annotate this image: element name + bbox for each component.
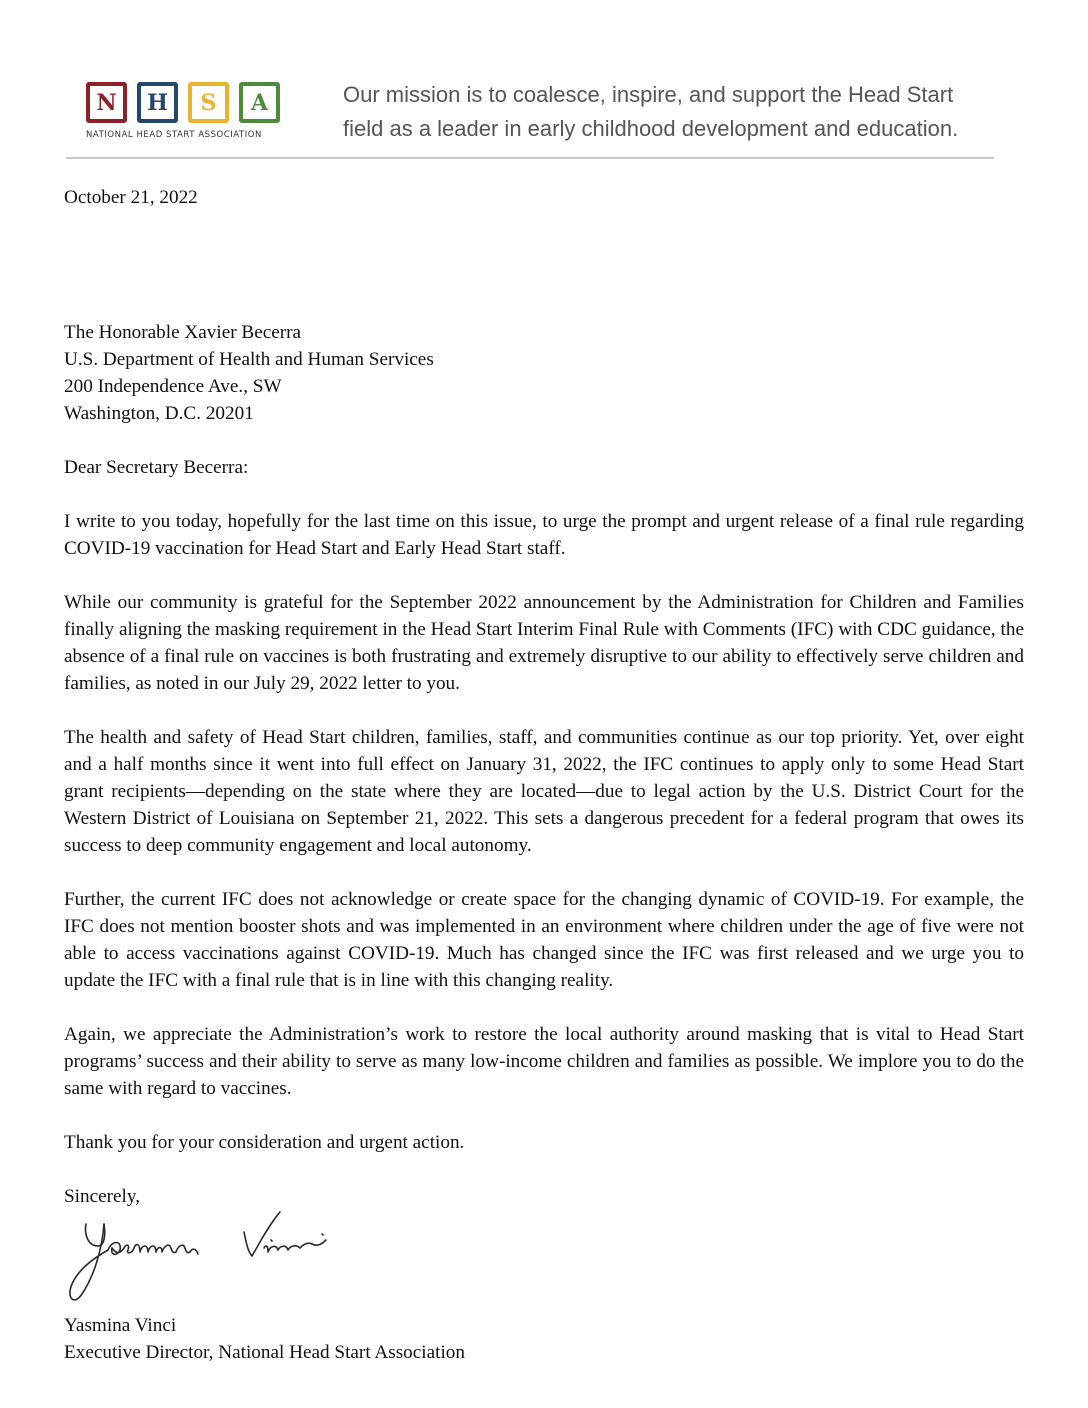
logo-letter: S [200,89,217,116]
logo-box-s [188,82,229,123]
mission-line-1: Our mission is to coalesce, inspire, and support the Head Start [343,82,954,107]
recipient-address [64,319,1024,427]
thanks-line: Thank you for your consideration and urgent action. [64,1132,465,1153]
paragraph-3: The health and safety of Head Start children, families, staff, and communities continue as our top priority. Yet, over eight and a half months since it went into full effect on January 31, 2022, the IFC continues to apply only to some Head Start grant recipients—depending on the state where they are located—due to legal action by the U.S. District Court for the Western District of Louisiana on September 21, 2022. This sets a dangerous precedent for a federal program that owes its success to deep community engagement and local autonomy. [64,727,1024,856]
logo-letter: N [96,89,117,116]
letter-date: October 21, 2022 [64,187,198,208]
logo-letter: H [147,89,168,116]
nhsa-logo [86,82,292,142]
paragraph-2: While our community is grateful for the September 2022 announcement by the Administration for Children and Families finally aligning the masking requirement in the Head Start Interim Final Rule with Comments (IFC) with CDC guidance, the absence of a final rule on vaccines is both frustrating and extremely disruptive to our ability to effectively serve children and families, as noted in our July 29, 2022 letter to you. [64,592,1024,694]
handwritten-signature [64,1210,364,1310]
mission-statement [343,78,1023,146]
recipient-street: 200 Independence Ave., SW [64,376,282,397]
logo-letter: A [250,89,269,116]
logo-caption: NATIONAL HEAD START ASSOCIATION [86,130,262,140]
mission-line-2: field as a leader in early childhood development and education. [343,116,959,141]
letter-body [64,184,1024,1366]
paragraph-4: Further, the current IFC does not acknowledge or create space for the changing dynamic of COVID-19. For example, the IFC does not mention booster shots and was implemented in an environment where children under the age of five were not able to access vaccinations against COVID-19. Much has changed since the IFC was first released and we urge you to update the IFC with a final rule that is in line with this changing reality. [64,889,1024,991]
logo-box-n [86,82,127,123]
logo-box-h [137,82,178,123]
recipient-name: The Honorable Xavier Becerra [64,322,302,343]
logo-box-a [239,82,280,123]
closing: Sincerely, [64,1186,141,1207]
recipient-city: Washington, D.C. 20201 [64,403,254,424]
paragraph-5: Again, we appreciate the Administration’s work to restore the local authority around masking that is vital to Head Start programs’ success and their ability to serve as many low-income children and families as possible. We implore you to do the same with regard to vaccines. [64,1024,1024,1099]
signer-title: Executive Director, National Head Start Association [64,1342,465,1363]
recipient-organization: U.S. Department of Health and Human Services [64,349,434,370]
logo-letter-boxes [86,82,292,123]
paragraph-1: I write to you today, hopefully for the last time on this issue, to urge the prompt and urgent release of a final rule regarding COVID-19 vaccination for Head Start and Early Head Start staff. [64,511,1024,559]
letterhead [0,0,1088,160]
salutation: Dear Secretary Becerra: [64,457,249,478]
signer-name: Yasmina Vinci [64,1315,177,1336]
header-divider [66,157,994,159]
signature-icon [64,1210,364,1310]
